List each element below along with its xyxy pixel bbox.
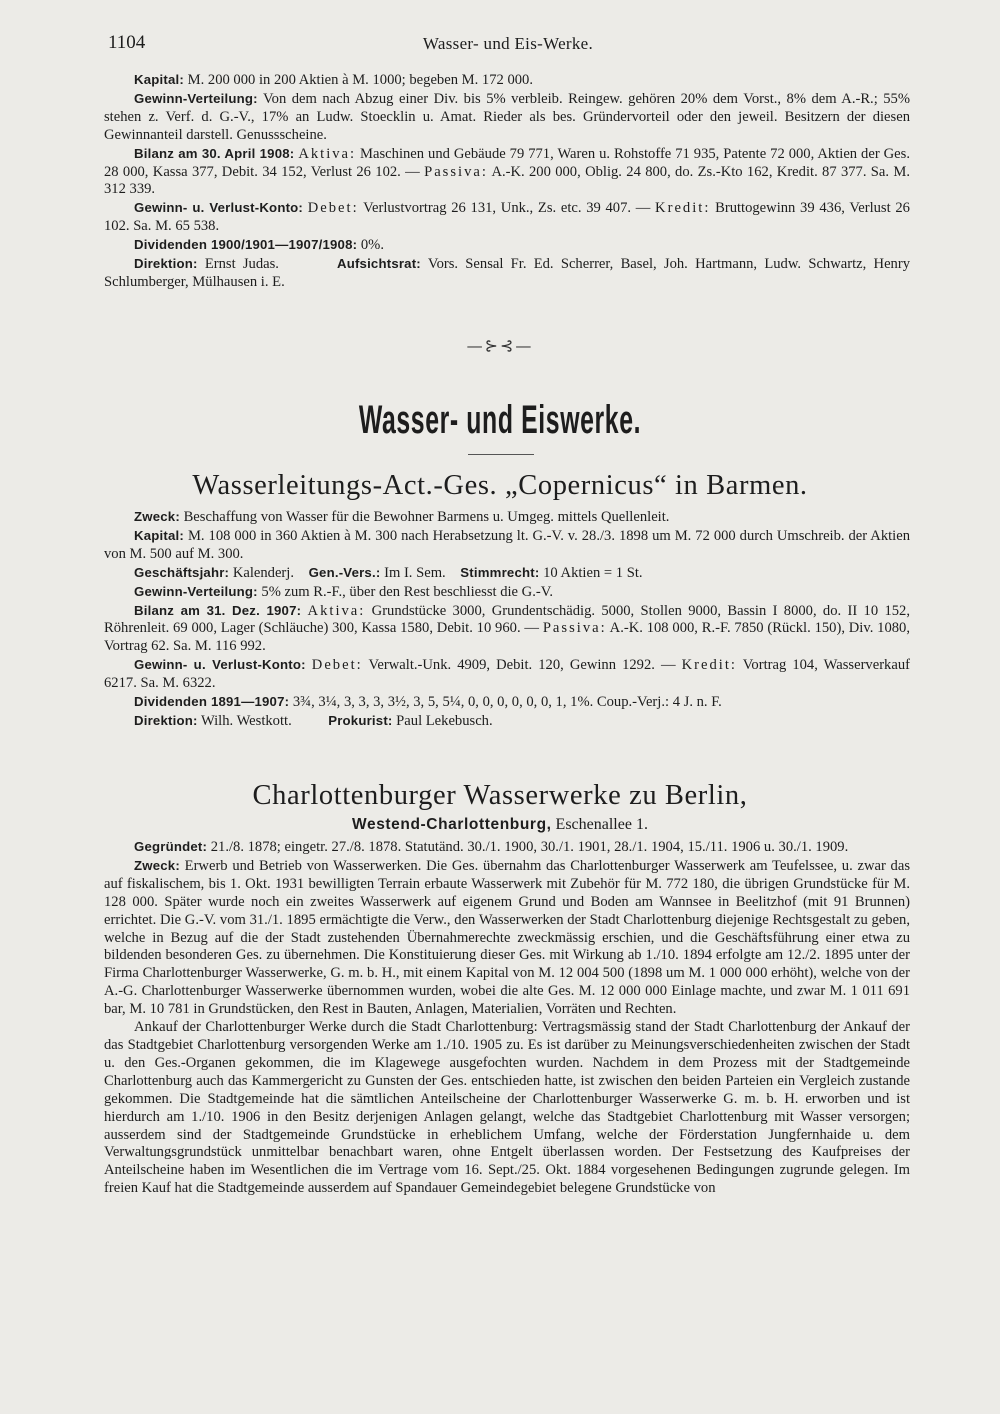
prev-bilanz: Bilanz am 30. April 1908: Aktiva: Maschinen und Gebäude 79 771, Waren u. Rohstoffe 71 935, Patente 72 000, Aktien der Ges. 28 000, Kassa 377, Debit. 34 152, Verlust 26 102. — Passiva: A.-K. 200 000, Oblig. 24 800, do. Zs.-Kto 162, Kredit. 87 377. Sa. M. 312 339.	[104, 145, 910, 198]
prev-dividenden: Dividenden 1900/1901—1907/1908: 0%.	[134, 237, 384, 254]
copernicus-title: Wasserleitungs-Act.-Ges. „Copernicus“ in Barmen.	[192, 470, 808, 501]
copernicus-guv: Gewinn- u. Verlust-Konto: Debet: Verwalt.-Unk. 4909, Debit. 120, Gewinn 1292. — Kredit: Vortrag 104, Wasserverkauf 6217. Sa. M. 6322.	[104, 657, 910, 692]
page-header	[108, 32, 908, 58]
prev-company-entry	[104, 71, 910, 292]
charlottenburg-entry	[104, 838, 910, 1198]
prev-direktion: Direktion: Ernst Judas. Aufsichtsrat: Vors. Sensal Fr. Ed. Scherrer, Basel, Joh. Hartmann, Ludw. Schwartz, Henry Schlumberger, Mülhausen i. E.	[104, 256, 910, 290]
copernicus-bilanz: Bilanz am 31. Dez. 1907: Aktiva: Grundstücke 3000, Grundentschädig. 5000, Stollen 9000, Bassin I 8000, do. II 10 152, Röhrenleit. 69 000, Lager (Schläuche) 300, Kassa 1580, Debit. 10 960. — Passiva: A.-K. 108 000, R.-F. 7850 (Rückl. 150), Div. 1080, Vortrag 62. Sa. M. 116 992.	[104, 602, 911, 655]
running-title: Wasser- und Eis-Werke.	[422, 34, 594, 53]
heading-rule	[468, 454, 534, 455]
copernicus-geschaeftsjahr: Geschäftsjahr: Kalenderj. Gen.-Vers.: Im I. Sem. Stimmrecht: 10 Aktien = 1 St.	[134, 564, 643, 581]
copernicus-entry	[104, 508, 910, 731]
section-heading: Wasser- und Eiswerke.	[358, 398, 642, 442]
charlottenburg-address: Westend-Charlottenburg, Eschenallee 1.	[352, 816, 648, 833]
copernicus-zweck: Zweck: Beschaffung von Wasser für die Bewohner Barmens u. Umgeg. mittels Quellenleit.	[134, 509, 670, 525]
section-ornament: —⊱⊰—	[466, 336, 534, 355]
prev-guv: Gewinn- u. Verlust-Konto: Debet: Verlustvortrag 26 131, Unk., Zs. etc. 39 407. — Kredit: Bruttogewinn 39 436, Verlust 26 102. Sa. M. 65 538.	[104, 200, 910, 235]
copernicus-dividenden: Dividenden 1891—1907: 3¾, 3¼, 3, 3, 3, 3½, 3, 5, 5¼, 0, 0, 0, 0, 0, 0, 1, 1%. Coup.-Verj.: 4 J. n. F.	[134, 694, 722, 711]
prev-kapital: Kapital: M. 200 000 in 200 Aktien à M. 1000; begeben M. 172 000.	[134, 72, 533, 88]
prev-gewinn-verteilung: Gewinn-Verteilung: Von dem nach Abzug einer Div. bis 5% verbleib. Reingew. gehören 20% dem Vorst., 8% dem A.-R.; 55% stehen z. Verf. d. G.-V., 17% an Ludw. Stoecklin u. Amat. Rieder als bes. Gründervorteil oder den jeweil. Besitzern der diesen Gewinnanteil darstell. Genussscheine.	[104, 90, 910, 143]
charlottenburg-gegruendet: Gegründet: 21./8. 1878; eingetr. 27./8. 1878. Statutänd. 30./1. 1900, 30./1. 1901, 28./1. 1904, 15./11. 1906 u. 30./1. 1909.	[134, 839, 849, 855]
charlottenburg-title: Charlottenburger Wasserwerke zu Berlin,	[252, 780, 748, 811]
copernicus-direktion: Direktion: Wilh. Westkott. Prokurist: Paul Lekebusch.	[134, 712, 493, 729]
copernicus-gewinn-verteilung: Gewinn-Verteilung: 5% zum R.-F., über den Rest beschliesst die G.-V.	[134, 583, 554, 600]
charlottenburg-ankauf: Ankauf der Charlottenburger Werke durch die Stadt Charlottenburg: Vertragsmässig stand der Stadt Charlottenburg der Ankauf der das Stadtgebiet Charlottenburg versorgenden Werke am 1./10. 1905 zu. Es ist darüber zu Meinungsverschiedenheiten zwischen der Stadt u. den Ges.-Organen gekommen, die im Klagewege ausgefochten wurden. Nachdem in dem Prozess mit der Stadtgemeinde Charlottenburg auch das Kammergericht zu Gunsten der Ges. entschieden hatte, ist zwischen den beiden Parteien ein Vergleich zustande gekommen. Die Stadtgemeinde hat die sämtlichen Anteilscheine der Charlottenburger Wasserwerke G. m. b. H. erworben und ist hierdurch am 1./10. 1906 in den Besitz derjenigen Anlagen gelangt, welche das Stadtgebiet Charlottenburg mit Wasser versorgen; ausserdem sind der Stadtgemeinde Grundstücke in erheblichem Umfang, welche der Förderstation Jungfernhaide u. dem Verwaltungsgrundstück unmittelbar benachbart waren, ohne Entgelt überlassen worden. Der Festsetzung des Kaufpreises der Anteilscheine haben im Wesentlichen die im Vertrage vom 16. Sept./25. Okt. 1884 vorgesehenen Bedingungen zugrunde gelegen. Im freien Kauf hat die Stadtgemeinde ausserdem auf Spandauer Gemeindegebiet belegene Grundstücke von	[104, 1019, 910, 1197]
page-number: 1104	[108, 32, 146, 53]
charlottenburg-zweck: Zweck: Erwerb und Betrieb von Wasserwerken. Die Ges. übernahm das Charlottenburger Wasserwerk am Teufelssee, u. zwar das auf fiskalischem, bis 1. Okt. 1931 bewilligten Terrain erbaute Wasserwerk mit Zubehör für M. 772 180, die übrigen Grundstücke für M. 128 000. Später wurde noch ein zweites Wasserwerk auf eigenem Grund und Boden am Wannsee in Beelitzhof (mit 91 Brunnen) errichtet. Die G.-V. vom 31./1. 1895 ermächtigte die Verw., den Wasserwerken der Stadt Charlottenburg diejenige Rechtsgestalt zu geben, welche in Bezug auf die der Stadt zustehenden Übernahmerechte zweckmässig erschien, und die Geschäftsführung einer etwa zu bildenden besonderen Ges. zu übernehmen. Die Konstituierung dieser Ges. mit Wirkung ab 1./10. 1894 erfolgte am 12./2. 1895 unter der Firma Charlottenburger Wasserwerke, G. m. b. H., mit einem Kapital von M. 12 004 500 (1898 um M. 1 000 000 erhöht), welche von der A.-G. Charlottenburger Wasserwerke übernommen wurden, wobei die alte Ges. M. 12 000 000 Einlage machte, und zwar M. 1 011 691 bar, M. 10 781 in Grundstücken, den Rest in Bauten, Anlagen, Materialien, Vorräten und Rechten.	[104, 857, 910, 1018]
copernicus-kapital: Kapital: M. 108 000 in 360 Aktien à M. 300 nach Herabsetzung lt. G.-V. v. 28./3. 1898 um M. 72 000 durch Umschreib. der Aktien von M. 500 auf M. 300.	[104, 527, 911, 562]
